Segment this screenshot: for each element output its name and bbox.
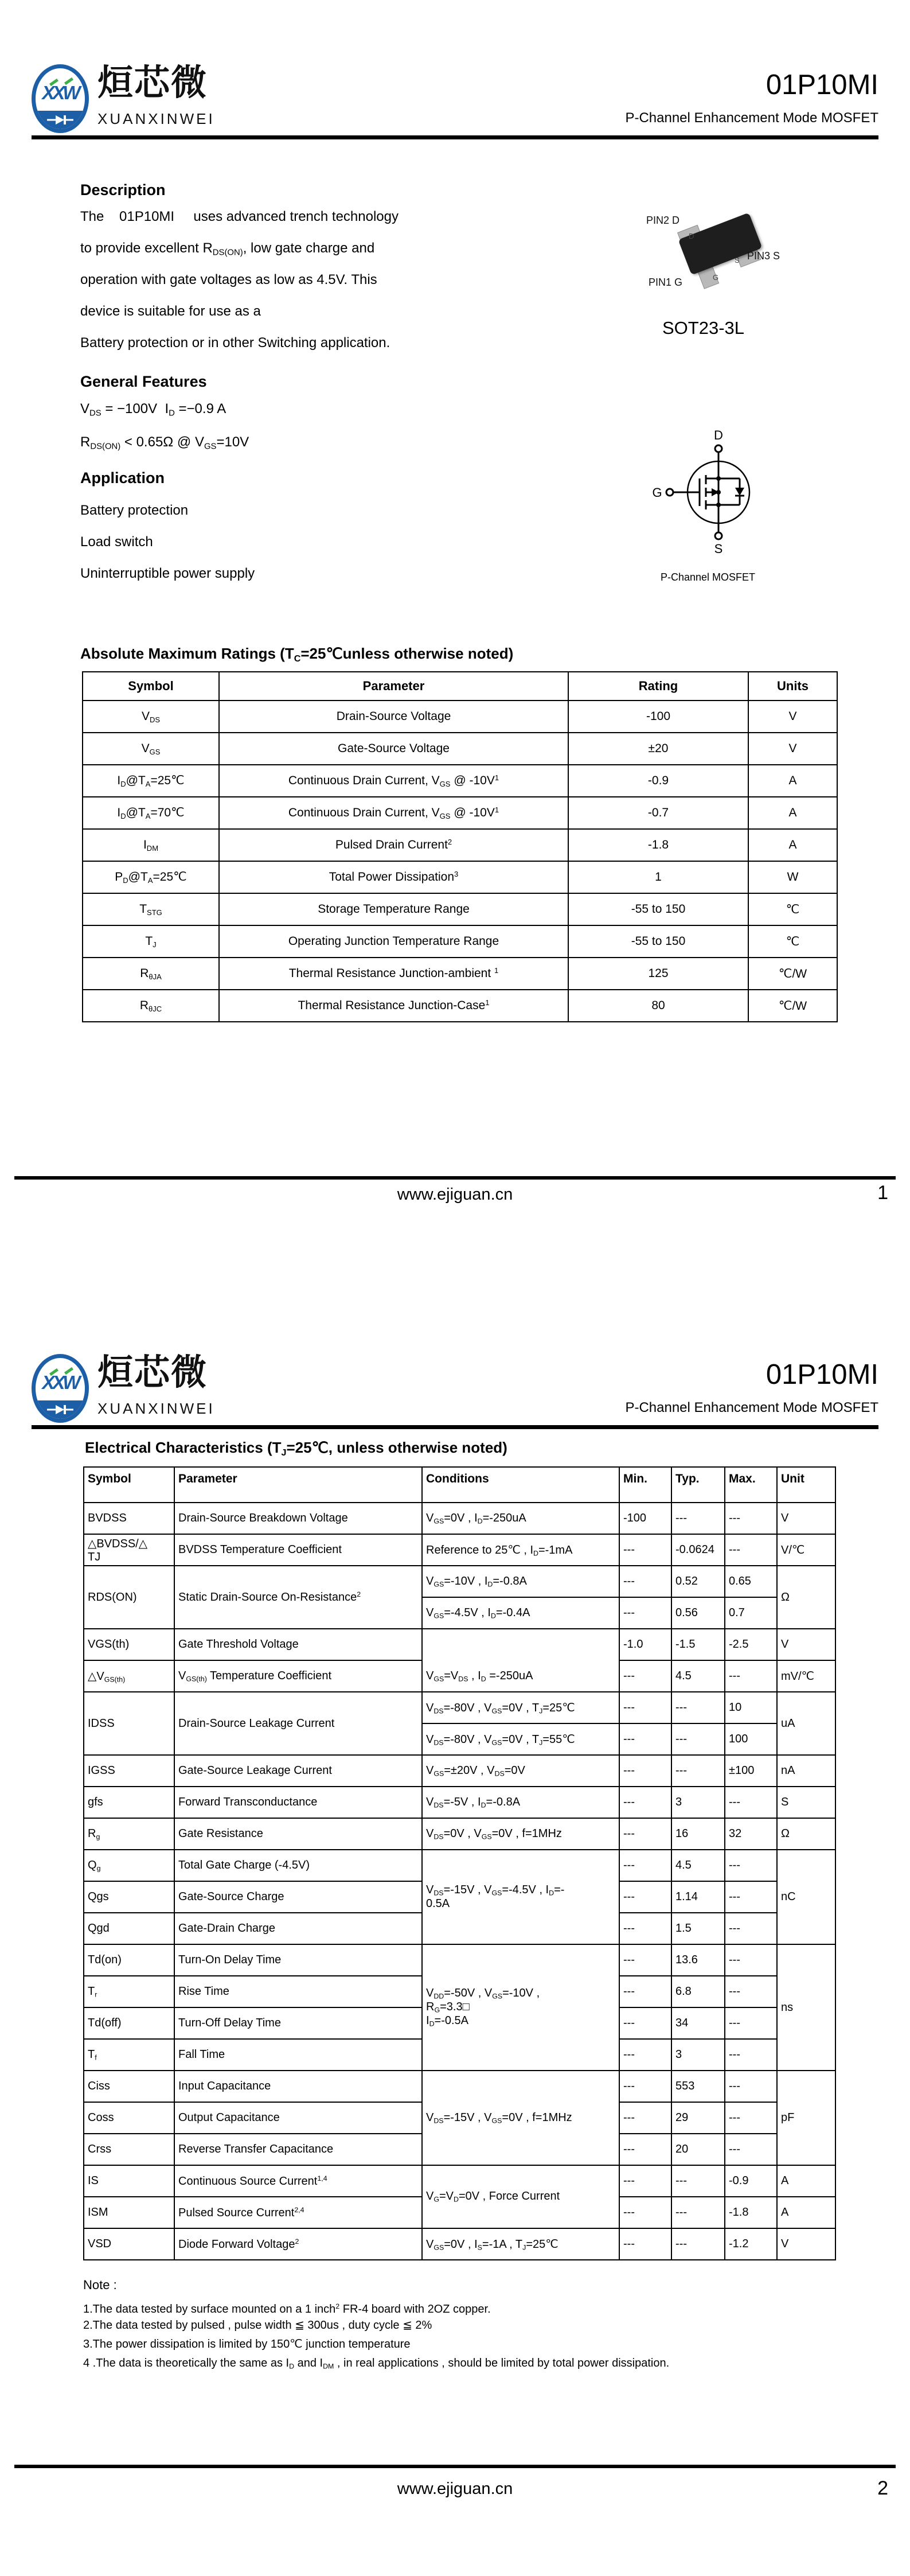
table-cell: $V_{DS}=0V$ , $V_{GS}=0V$ , f=1MHz bbox=[422, 1818, 619, 1850]
table-cell: -1.8 bbox=[725, 2197, 777, 2228]
table-cell: Total Gate Charge (-4.5V) bbox=[174, 1850, 422, 1881]
table-cell: ns bbox=[777, 1944, 835, 2071]
note-line: 4 .The data is theoretically the same as $I_D$ and $I_{DM}$ , in real applications , should be limited by total power dissipation. bbox=[83, 2357, 670, 2371]
table-cell: Total Power Dissipation$^3$ bbox=[219, 861, 568, 893]
table-cell: Output Capacitance bbox=[174, 2102, 422, 2134]
part-number-title: 01P10MI bbox=[766, 69, 878, 100]
column-header: Typ. bbox=[671, 1467, 725, 1503]
table-cell: ℃/W bbox=[748, 958, 837, 990]
column-header: Units bbox=[748, 672, 837, 701]
table-cell: △BVDSS/△ TJ bbox=[84, 1534, 174, 1566]
application-line: Load switch bbox=[80, 534, 153, 550]
table-cell: Gate-Drain Charge bbox=[174, 1913, 422, 1944]
table-cell: BVDSS Temperature Coefficient bbox=[174, 1534, 422, 1566]
table-cell: --- bbox=[619, 2134, 671, 2165]
table-cell: $V_{GS}=-4.5V$ , $I_D=-0.4A$ bbox=[422, 1597, 619, 1629]
table-cell: --- bbox=[671, 2165, 725, 2197]
company-logo-icon bbox=[32, 1354, 89, 1423]
table-cell: --- bbox=[619, 1850, 671, 1881]
table-cell: Drain-Source Breakdown Voltage bbox=[174, 1503, 422, 1534]
table-cell: --- bbox=[725, 2134, 777, 2165]
table-cell: V bbox=[777, 2228, 835, 2260]
table-cell: $\triangle V_{GS(th)}$ bbox=[84, 1660, 174, 1692]
table-cell: IDSS bbox=[84, 1692, 174, 1755]
application-line: Uninterruptible power supply bbox=[80, 566, 255, 581]
table-cell: --- bbox=[619, 1660, 671, 1692]
table-cell: $P_D@T_A=25℃$ bbox=[83, 861, 219, 893]
table-cell: $T_r$ bbox=[84, 1976, 174, 2007]
table-cell: $I_D@T_A=25℃$ bbox=[83, 765, 219, 797]
table-row bbox=[83, 701, 837, 733]
table-cell: 1.5 bbox=[671, 1913, 725, 1944]
table-cell: --- bbox=[725, 2102, 777, 2134]
part-subtitle: P-Channel Enhancement Mode MOSFET bbox=[625, 1400, 878, 1415]
table-cell: ℃ bbox=[748, 925, 837, 958]
table-cell: 80 bbox=[568, 990, 748, 1022]
table-cell: nA bbox=[777, 1755, 835, 1787]
table-cell: $T_J$ bbox=[83, 925, 219, 958]
column-header: Conditions bbox=[422, 1467, 619, 1503]
table-cell: uA bbox=[777, 1692, 835, 1755]
table-cell: 16 bbox=[671, 1818, 725, 1850]
table-cell: $V_{GS}=V_{DS}$ , $I_D =-250uA$ bbox=[422, 1629, 619, 1692]
note-line: 1.The data tested by surface mounted on a 1 inch$^2$ FR-4 board with 2OZ copper. bbox=[83, 2302, 491, 2316]
table-cell: mV/℃ bbox=[777, 1660, 835, 1692]
table-cell: -1.5 bbox=[671, 1629, 725, 1660]
column-header: Parameter bbox=[174, 1467, 422, 1503]
table-cell: --- bbox=[619, 2039, 671, 2071]
header-divider bbox=[32, 1425, 878, 1429]
package-figure bbox=[628, 208, 817, 351]
table-cell: --- bbox=[619, 2102, 671, 2134]
table-cell: $V_{DS}=-15V$ , $V_{GS}=0V$ , f=1MHz bbox=[422, 2071, 619, 2165]
table-row bbox=[83, 829, 837, 861]
table-cell: $V_{GS}=0V$ , $I_S=-1A$ , $T_J=25℃$ bbox=[422, 2228, 619, 2260]
table-cell: 32 bbox=[725, 1818, 777, 1850]
description-line: device is suitable for use as a bbox=[80, 303, 261, 319]
table-cell: -100 bbox=[568, 701, 748, 733]
footer-website: www.ejiguan.cn bbox=[397, 2480, 513, 2498]
table-cell: Gate Resistance bbox=[174, 1818, 422, 1850]
table-cell: V bbox=[777, 1629, 835, 1660]
table-cell: --- bbox=[725, 1881, 777, 1913]
table-cell: ISM bbox=[84, 2197, 174, 2228]
table-cell: A bbox=[748, 765, 837, 797]
table-cell: -55 to 150 bbox=[568, 893, 748, 925]
table-cell: Storage Temperature Range bbox=[219, 893, 568, 925]
table-cell: $V_{DD}=-50V$ , $V_{GS}=-10V$ , $R_G=3.3□$ $I_D=-0.5A$ bbox=[422, 1944, 619, 2071]
table-cell: --- bbox=[619, 1534, 671, 1566]
table-cell: $V_{DS}=-80V$ , $V_{GS}=0V$ , $T_J=25℃$ bbox=[422, 1692, 619, 1723]
table-cell: gfs bbox=[84, 1787, 174, 1818]
symbol-gate-label: G bbox=[652, 485, 662, 500]
table-cell: --- bbox=[619, 1755, 671, 1787]
table-cell: Gate-Source Charge bbox=[174, 1881, 422, 1913]
table-cell: Rise Time bbox=[174, 1976, 422, 2007]
footer-divider bbox=[14, 1176, 896, 1180]
table-cell: --- bbox=[619, 1597, 671, 1629]
table-cell: --- bbox=[725, 1787, 777, 1818]
table-cell: nC bbox=[777, 1850, 835, 1944]
page-number: 1 bbox=[877, 1182, 888, 1204]
mosfet-symbol-icon bbox=[647, 428, 796, 583]
table-cell: $V_{GS}$ bbox=[83, 733, 219, 765]
table-cell: 13.6 bbox=[671, 1944, 725, 1976]
table-cell: -1.0 bbox=[619, 1629, 671, 1660]
company-logo-icon bbox=[32, 64, 89, 133]
header-divider bbox=[32, 135, 878, 139]
column-header: Symbol bbox=[83, 672, 219, 701]
data-table bbox=[83, 1466, 836, 2260]
table-cell: S bbox=[777, 1787, 835, 1818]
package-body-photo bbox=[678, 213, 763, 275]
table-cell: ±100 bbox=[725, 1755, 777, 1787]
table-cell: -100 bbox=[619, 1503, 671, 1534]
table-cell: $V_G=V_D=0V$ , Force Current bbox=[422, 2165, 619, 2228]
table-cell: --- bbox=[725, 1913, 777, 1944]
table-row bbox=[84, 1944, 835, 1976]
table-cell: ℃/W bbox=[748, 990, 837, 1022]
table-row bbox=[84, 1818, 835, 1850]
table-cell: $R_{\theta JC}$ bbox=[83, 990, 219, 1022]
table-row bbox=[83, 990, 837, 1022]
table-row bbox=[84, 1692, 835, 1723]
part-subtitle: P-Channel Enhancement Mode MOSFET bbox=[625, 110, 878, 126]
pin2-label: PIN2 D bbox=[646, 215, 680, 226]
notes-text bbox=[83, 2297, 800, 2373]
table-cell: Continuous Source Current$^{1,4}$ bbox=[174, 2165, 422, 2197]
table-cell: Continuous Drain Current, $V_{GS}$ @ $-10V^1$ bbox=[219, 765, 568, 797]
table-cell: $Q_g$ bbox=[84, 1850, 174, 1881]
table-cell: Gate-Source Leakage Current bbox=[174, 1755, 422, 1787]
table-cell: Drain-Source Voltage bbox=[219, 701, 568, 733]
page-number: 2 bbox=[877, 2477, 888, 2499]
table-cell: Thermal Resistance Junction-ambient $^1$ bbox=[219, 958, 568, 990]
table-cell: --- bbox=[725, 1976, 777, 2007]
table-cell: W bbox=[748, 861, 837, 893]
table-cell: V bbox=[748, 701, 837, 733]
table-cell: Td(on) bbox=[84, 1944, 174, 1976]
table-row bbox=[84, 2071, 835, 2102]
description-line: The 01P10MI uses advanced trench technology bbox=[80, 209, 399, 224]
table-header-row bbox=[84, 1467, 835, 1503]
diode-icon bbox=[47, 114, 73, 126]
table-cell: Qgs bbox=[84, 1881, 174, 1913]
table-row bbox=[83, 925, 837, 958]
description-text bbox=[80, 201, 516, 359]
table-cell: IS bbox=[84, 2165, 174, 2197]
table-row bbox=[84, 1787, 835, 1818]
table-cell: --- bbox=[725, 2007, 777, 2039]
logo-band bbox=[36, 1400, 85, 1419]
table-cell: $V_{GS(th)}$ Temperature Coefficient bbox=[174, 1660, 422, 1692]
table-cell: -0.0624 bbox=[671, 1534, 725, 1566]
ec-table bbox=[83, 1466, 836, 2260]
table-cell: Pulsed Drain Current$^2$ bbox=[219, 829, 568, 861]
table-cell: --- bbox=[725, 1850, 777, 1881]
table-cell: Coss bbox=[84, 2102, 174, 2134]
table-cell: Fall Time bbox=[174, 2039, 422, 2071]
table-cell: -0.7 bbox=[568, 797, 748, 829]
table-row bbox=[83, 797, 837, 829]
table-cell: Td(off) bbox=[84, 2007, 174, 2039]
table-cell: 0.7 bbox=[725, 1597, 777, 1629]
table-cell: 3 bbox=[671, 1787, 725, 1818]
table-cell: --- bbox=[619, 1976, 671, 2007]
brand-name-english: XUANXINWEI bbox=[97, 110, 215, 127]
table-cell: Qgd bbox=[84, 1913, 174, 1944]
table-cell: $I_{DM}$ bbox=[83, 829, 219, 861]
column-header: Min. bbox=[619, 1467, 671, 1503]
table-cell: $V_{GS}=\pm 20V$ , $V_{DS}=0V$ bbox=[422, 1755, 619, 1787]
table-cell: 4.5 bbox=[671, 1850, 725, 1881]
table-cell: 6.8 bbox=[671, 1976, 725, 2007]
table-cell: --- bbox=[619, 1723, 671, 1755]
package-pad-d-label: D bbox=[689, 232, 694, 240]
table-cell: --- bbox=[725, 2039, 777, 2071]
pin1-label: PIN1 G bbox=[649, 277, 683, 288]
table-cell: 20 bbox=[671, 2134, 725, 2165]
brand-name-english: XUANXINWEI bbox=[97, 1400, 215, 1417]
table-cell: --- bbox=[671, 1503, 725, 1534]
logo-letters: XXW bbox=[42, 1372, 79, 1393]
feature-line: $R_{DS(ON)} < 0.65\Omega$ @ $V_{GS}=10V$ bbox=[80, 434, 249, 452]
table-cell: --- bbox=[725, 1534, 777, 1566]
table-cell: 10 bbox=[725, 1692, 777, 1723]
table-cell: 0.56 bbox=[671, 1597, 725, 1629]
table-cell: --- bbox=[619, 2007, 671, 2039]
description-line: operation with gate voltages as low as 4.5V. This bbox=[80, 272, 377, 287]
feature-line: $V_{DS} = -100V$ $I_D =-0.9$ A bbox=[80, 401, 226, 418]
table-cell: --- bbox=[725, 1944, 777, 1976]
table-cell: 0.52 bbox=[671, 1566, 725, 1597]
table-cell: --- bbox=[725, 1660, 777, 1692]
footer-website: www.ejiguan.cn bbox=[397, 1185, 513, 1204]
table-cell: 0.65 bbox=[725, 1566, 777, 1597]
table-cell: --- bbox=[619, 1692, 671, 1723]
part-number-title: 01P10MI bbox=[766, 1359, 878, 1390]
table-cell: --- bbox=[619, 2071, 671, 2102]
table-cell: Input Capacitance bbox=[174, 2071, 422, 2102]
symbol-source-label: S bbox=[714, 542, 723, 556]
table-row bbox=[84, 1850, 835, 1881]
table-cell: --- bbox=[619, 1818, 671, 1850]
table-row bbox=[83, 893, 837, 925]
table-cell: 1.14 bbox=[671, 1881, 725, 1913]
table-header-row bbox=[83, 672, 837, 701]
table-cell: BVDSS bbox=[84, 1503, 174, 1534]
table-cell: Reverse Transfer Capacitance bbox=[174, 2134, 422, 2165]
note-line: 3.The power dissipation is limited by 150℃ junction temperature bbox=[83, 2338, 411, 2351]
table-cell: IGSS bbox=[84, 1755, 174, 1787]
table-cell: Gate Threshold Voltage bbox=[174, 1629, 422, 1660]
table-row bbox=[84, 1503, 835, 1534]
table-cell: Diode Forward Voltage$^2$ bbox=[174, 2228, 422, 2260]
symbol-drain-label: D bbox=[714, 428, 723, 442]
brand-name-chinese: 烜芯微 bbox=[97, 1351, 208, 1393]
table-cell: --- bbox=[619, 2228, 671, 2260]
table-cell: --- bbox=[619, 1787, 671, 1818]
table-cell: --- bbox=[725, 1503, 777, 1534]
table-cell: Pulsed Source Current$^{2,4}$ bbox=[174, 2197, 422, 2228]
package-pad-g-label: G bbox=[713, 273, 719, 282]
application-text bbox=[80, 495, 516, 589]
table-cell: V/℃ bbox=[777, 1534, 835, 1566]
table-cell: Thermal Resistance Junction-Case$^1$ bbox=[219, 990, 568, 1022]
table-cell: 553 bbox=[671, 2071, 725, 2102]
table-cell: --- bbox=[725, 2071, 777, 2102]
table-cell: Ciss bbox=[84, 2071, 174, 2102]
table-cell: --- bbox=[671, 1692, 725, 1723]
table-cell: RDS(ON) bbox=[84, 1566, 174, 1629]
table-cell: 1 bbox=[568, 861, 748, 893]
table-cell: Crss bbox=[84, 2134, 174, 2165]
table-cell: --- bbox=[619, 1566, 671, 1597]
logo-letters: XXW bbox=[42, 82, 79, 103]
table-cell: 3 bbox=[671, 2039, 725, 2071]
mosfet-symbol-caption: P-Channel MOSFET bbox=[661, 571, 756, 583]
table-cell: A bbox=[748, 829, 837, 861]
table-cell: $T_{STG}$ bbox=[83, 893, 219, 925]
features-heading: General Features bbox=[80, 373, 207, 390]
table-cell: -0.9 bbox=[725, 2165, 777, 2197]
column-header: Unit bbox=[777, 1467, 835, 1503]
diode-icon bbox=[47, 1404, 73, 1415]
column-header: Symbol bbox=[84, 1467, 174, 1503]
page1-header bbox=[0, 62, 910, 142]
column-header: Rating bbox=[568, 672, 748, 701]
table-cell: --- bbox=[619, 2197, 671, 2228]
table-cell: -1.2 bbox=[725, 2228, 777, 2260]
mosfet-symbol-figure bbox=[647, 428, 796, 583]
table-cell: -55 to 150 bbox=[568, 925, 748, 958]
table-cell: $R_g$ bbox=[84, 1818, 174, 1850]
table-row bbox=[84, 1755, 835, 1787]
table-cell: --- bbox=[671, 1755, 725, 1787]
table-cell: Static Drain-Source On-Resistance$^2$ bbox=[174, 1566, 422, 1629]
column-header: Parameter bbox=[219, 672, 568, 701]
table-cell: --- bbox=[619, 1944, 671, 1976]
table-row bbox=[84, 1629, 835, 1660]
table-cell: ℃ bbox=[748, 893, 837, 925]
table-cell: $V_{GS}=-10V$ , $I_D=-0.8A$ bbox=[422, 1566, 619, 1597]
pin3-label: PIN3 S bbox=[747, 250, 780, 262]
table-cell: 4.5 bbox=[671, 1660, 725, 1692]
description-line: to provide excellent $R_{DS(ON)}$, low gate charge and bbox=[80, 240, 375, 258]
table-cell: Drain-Source Leakage Current bbox=[174, 1692, 422, 1755]
table-cell: $V_{DS}=-15V$ , $V_{GS}=-4.5V$ , $I_D=-$ 0.5A bbox=[422, 1850, 619, 1944]
table-cell: Ω bbox=[777, 1566, 835, 1629]
table-cell: Forward Transconductance bbox=[174, 1787, 422, 1818]
table-cell: Reference to 25℃ , $I_D=-1mA$ bbox=[422, 1534, 619, 1566]
table-cell: $V_{DS}=-80V$ , $V_{GS}=0V$ , $T_J=55℃$ bbox=[422, 1723, 619, 1755]
amr-heading: Absolute Maximum Ratings ($T_C=25℃unless$ otherwise noted) bbox=[80, 645, 514, 664]
table-cell: A bbox=[777, 2197, 835, 2228]
table-cell: Operating Junction Temperature Range bbox=[219, 925, 568, 958]
table-row bbox=[83, 733, 837, 765]
table-cell: Continuous Drain Current, $V_{GS}$ @ $-10V^1$ bbox=[219, 797, 568, 829]
table-cell: $V_{DS}=-5V$ , $I_D=-0.8A$ bbox=[422, 1787, 619, 1818]
table-cell: $T_f$ bbox=[84, 2039, 174, 2071]
amr-table bbox=[82, 671, 838, 1022]
table-cell: VGS(th) bbox=[84, 1629, 174, 1660]
data-table bbox=[82, 671, 838, 1022]
application-heading: Application bbox=[80, 469, 165, 487]
table-cell: $V_{DS}$ bbox=[83, 701, 219, 733]
table-cell: Gate-Source Voltage bbox=[219, 733, 568, 765]
table-cell: ±20 bbox=[568, 733, 748, 765]
table-cell: --- bbox=[619, 2165, 671, 2197]
table-cell: -0.9 bbox=[568, 765, 748, 797]
page2-header bbox=[0, 1352, 910, 1432]
table-cell: VSD bbox=[84, 2228, 174, 2260]
table-cell: 34 bbox=[671, 2007, 725, 2039]
column-header: Max. bbox=[725, 1467, 777, 1503]
table-cell: -1.8 bbox=[568, 829, 748, 861]
table-cell: A bbox=[748, 797, 837, 829]
package-pad-s-label: S bbox=[735, 256, 740, 264]
table-row bbox=[83, 958, 837, 990]
description-line: Battery protection or in other Switching application. bbox=[80, 335, 390, 351]
table-cell: --- bbox=[619, 1913, 671, 1944]
table-cell: pF bbox=[777, 2071, 835, 2165]
table-cell: 125 bbox=[568, 958, 748, 990]
package-name: SOT23-3L bbox=[662, 318, 745, 338]
table-cell: 29 bbox=[671, 2102, 725, 2134]
brand-name-chinese: 烜芯微 bbox=[97, 61, 208, 103]
table-cell: Turn-Off Delay Time bbox=[174, 2007, 422, 2039]
note-line: 2.The data tested by pulsed , pulse width ≦ 300us , duty cycle ≦ 2% bbox=[83, 2319, 432, 2332]
table-row bbox=[84, 2228, 835, 2260]
table-cell: $V_{GS}=0V$ , $I_D=-250uA$ bbox=[422, 1503, 619, 1534]
table-row bbox=[84, 2165, 835, 2197]
description-heading: Description bbox=[80, 181, 166, 199]
table-row bbox=[83, 765, 837, 797]
table-row bbox=[84, 1566, 835, 1597]
logo-band bbox=[36, 111, 85, 129]
table-cell: V bbox=[748, 733, 837, 765]
table-cell: V bbox=[777, 1503, 835, 1534]
table-cell: -2.5 bbox=[725, 1629, 777, 1660]
table-cell: 100 bbox=[725, 1723, 777, 1755]
table-cell: A bbox=[777, 2165, 835, 2197]
table-cell: Ω bbox=[777, 1818, 835, 1850]
table-cell: Turn-On Delay Time bbox=[174, 1944, 422, 1976]
table-cell: $R_{\theta JA}$ bbox=[83, 958, 219, 990]
footer-divider bbox=[14, 2465, 896, 2468]
table-cell: $I_D@T_A=70℃$ bbox=[83, 797, 219, 829]
table-cell: --- bbox=[671, 2197, 725, 2228]
features-text bbox=[80, 392, 516, 459]
table-row bbox=[83, 861, 837, 893]
ec-heading: Electrical Characteristics ($T_J=25℃$, unless otherwise noted) bbox=[85, 1439, 507, 1458]
table-row bbox=[84, 1534, 835, 1566]
table-cell: --- bbox=[619, 1881, 671, 1913]
note-heading: Note : bbox=[83, 2278, 117, 2292]
table-cell: --- bbox=[671, 1723, 725, 1755]
table-cell: --- bbox=[671, 2228, 725, 2260]
application-line: Battery protection bbox=[80, 503, 189, 518]
